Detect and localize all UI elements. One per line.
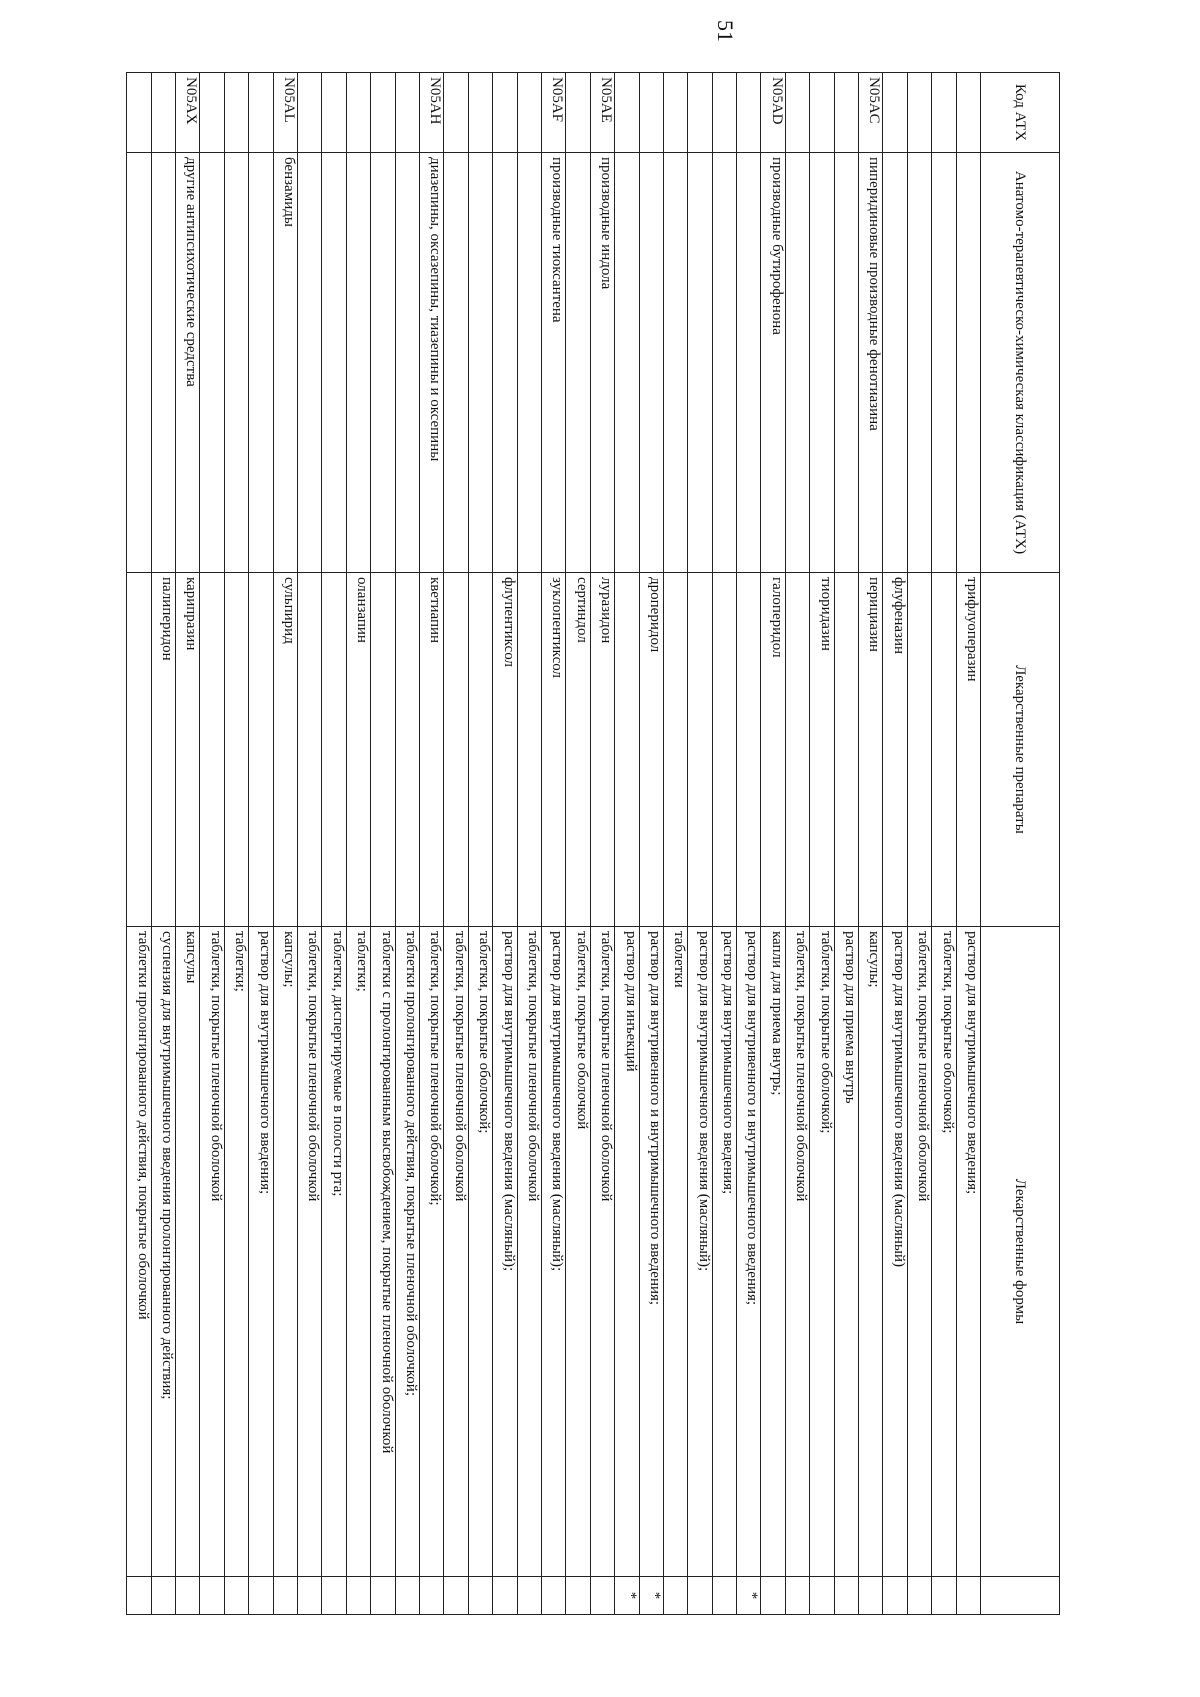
cell-code: [883, 73, 907, 153]
cell-note: [883, 1577, 907, 1615]
table-row: [298, 73, 322, 1615]
cell-drug: [249, 573, 273, 927]
cell-note: [298, 1577, 322, 1615]
cell-form: раствор для внутривенного и внутримышечного введения;: [639, 927, 663, 1577]
cell-form: таблетки, диспергируемые в полости рта;: [322, 927, 346, 1577]
cell-form: капсулы;: [273, 927, 297, 1577]
cell-classification: [810, 153, 834, 573]
table-row: [834, 73, 858, 1615]
cell-note: [834, 1577, 858, 1615]
cell-drug: галоперидол: [761, 573, 785, 927]
cell-code: [737, 73, 761, 153]
cell-drug: [298, 573, 322, 927]
cell-classification: [785, 153, 809, 573]
cell-note: [322, 1577, 346, 1615]
table-header-row: [981, 73, 1060, 1615]
cell-drug: флуфеназин: [883, 573, 907, 927]
cell-classification: диазепины, оксазепины, тиазепины и оксепины: [420, 153, 444, 573]
atx-table: [126, 72, 1060, 1615]
cell-classification: [493, 153, 517, 573]
table-row: [737, 73, 761, 1615]
cell-form: раствор для внутривенного и внутримышечного введения;: [737, 927, 761, 1577]
cell-classification: [834, 153, 858, 573]
cell-note: [663, 1577, 687, 1615]
cell-code: [322, 73, 346, 153]
cell-code: [468, 73, 492, 153]
cell-drug: кветиапин: [420, 573, 444, 927]
cell-drug: [322, 573, 346, 927]
cell-code: [615, 73, 639, 153]
table-row: [200, 73, 224, 1615]
table-row: [468, 73, 492, 1615]
cell-note: [444, 1577, 468, 1615]
table-row: [420, 73, 444, 1615]
cell-note: [493, 1577, 517, 1615]
table-body: [127, 73, 981, 1615]
page-number: 51: [713, 20, 738, 42]
cell-code: N05AC: [859, 73, 883, 153]
table-row: [517, 73, 541, 1615]
cell-code: [298, 73, 322, 153]
cell-note: [932, 1577, 956, 1615]
cell-code: [663, 73, 687, 153]
cell-classification: [663, 153, 687, 573]
cell-drug: флупентиксол: [493, 573, 517, 927]
header-note: [981, 1577, 1060, 1615]
cell-note: [200, 1577, 224, 1615]
cell-form: таблетки, покрытые пленочной оболочкой: [785, 927, 809, 1577]
table-row: [395, 73, 419, 1615]
cell-note: [249, 1577, 273, 1615]
table-row: [346, 73, 370, 1615]
cell-form: раствор для внутримышечного введения;: [712, 927, 736, 1577]
table-row: [322, 73, 346, 1615]
cell-form: раствор для внутримышечного введения;: [249, 927, 273, 1577]
cell-drug: [127, 573, 152, 927]
cell-code: [249, 73, 273, 153]
cell-code: [200, 73, 224, 153]
cell-note: [517, 1577, 541, 1615]
cell-code: [493, 73, 517, 153]
table-row: [761, 73, 785, 1615]
cell-form: таблетки, покрытые оболочкой: [566, 927, 590, 1577]
cell-form: раствор для приема внутрь: [834, 927, 858, 1577]
cell-classification: [639, 153, 663, 573]
cell-code: [224, 73, 248, 153]
cell-form: таблетки;: [346, 927, 370, 1577]
cell-classification: [932, 153, 956, 573]
cell-code: [444, 73, 468, 153]
cell-form: раствор для внутримышечного введения (масляный);: [541, 927, 565, 1577]
table-row: [810, 73, 834, 1615]
table-row: [493, 73, 517, 1615]
cell-drug: дроперидол: [639, 573, 663, 927]
cell-drug: [932, 573, 956, 927]
table-row: [883, 73, 907, 1615]
cell-classification: [151, 153, 175, 573]
cell-classification: [883, 153, 907, 573]
cell-classification: производные бутирофенона: [761, 153, 785, 573]
table-row: [932, 73, 956, 1615]
cell-code: [834, 73, 858, 153]
table-row: [566, 73, 590, 1615]
cell-form: таблетки, покрытые пленочной оболочкой: [200, 927, 224, 1577]
cell-drug: луразидон: [590, 573, 614, 927]
cell-drug: [517, 573, 541, 927]
cell-note: [785, 1577, 809, 1615]
cell-drug: [395, 573, 419, 927]
cell-drug: [688, 573, 712, 927]
table-row: [541, 73, 565, 1615]
cell-note: [761, 1577, 785, 1615]
cell-form: капсулы;: [859, 927, 883, 1577]
cell-classification: [517, 153, 541, 573]
cell-drug: сульпирид: [273, 573, 297, 927]
cell-drug: [371, 573, 395, 927]
table-row: [590, 73, 614, 1615]
cell-form: раствор для инъекций: [615, 927, 639, 1577]
table-row: [639, 73, 663, 1615]
table-row: [127, 73, 152, 1615]
cell-form: раствор для внутримышечного введения (масляный): [883, 927, 907, 1577]
cell-classification: [346, 153, 370, 573]
cell-note: [541, 1577, 565, 1615]
cell-code: [639, 73, 663, 153]
table-row: [273, 73, 297, 1615]
cell-note: [346, 1577, 370, 1615]
cell-classification: [127, 153, 152, 573]
cell-form: таблетки, покрытые оболочкой;: [468, 927, 492, 1577]
cell-code: N05AH: [420, 73, 444, 153]
cell-classification: [956, 153, 980, 573]
cell-code: [127, 73, 152, 153]
cell-classification: производные тиоксантена: [541, 153, 565, 573]
cell-form: суспензия для внутримышечного введения пролонгированного действия;: [151, 927, 175, 1577]
cell-classification: [444, 153, 468, 573]
cell-note: [468, 1577, 492, 1615]
cell-form: капли для приема внутрь;: [761, 927, 785, 1577]
cell-note: [176, 1577, 200, 1615]
cell-drug: сертиндол: [566, 573, 590, 927]
cell-form: раствор для внутримышечного введения (масляный);: [688, 927, 712, 1577]
cell-drug: карипразин: [176, 573, 200, 927]
table-row: [371, 73, 395, 1615]
table-row: [151, 73, 175, 1615]
table-row: [956, 73, 980, 1615]
cell-drug: [615, 573, 639, 927]
cell-form: раствор для внутримышечного введения (масляный);: [493, 927, 517, 1577]
cell-drug: [200, 573, 224, 927]
cell-drug: трифлуоперазин: [956, 573, 980, 927]
table-row: [663, 73, 687, 1615]
cell-note: [151, 1577, 175, 1615]
cell-drug: [785, 573, 809, 927]
cell-code: N05AD: [761, 73, 785, 153]
cell-note: [395, 1577, 419, 1615]
cell-form: таблетки, покрытые пленочной оболочкой: [298, 927, 322, 1577]
cell-form: раствор для внутримышечного введения;: [956, 927, 980, 1577]
cell-form: таблетки с пролонгированным высвобождением, покрытые пленочной оболочкой: [371, 927, 395, 1577]
cell-classification: [712, 153, 736, 573]
cell-drug: [907, 573, 931, 927]
cell-classification: [566, 153, 590, 573]
cell-classification: [395, 153, 419, 573]
cell-drug: [224, 573, 248, 927]
cell-classification: [298, 153, 322, 573]
cell-code: [346, 73, 370, 153]
table-row: [785, 73, 809, 1615]
cell-classification: производные индола: [590, 153, 614, 573]
cell-note: [273, 1577, 297, 1615]
table-row: [444, 73, 468, 1615]
cell-code: [151, 73, 175, 153]
cell-classification: [322, 153, 346, 573]
cell-drug: [834, 573, 858, 927]
cell-drug: [712, 573, 736, 927]
cell-drug: тиоридазин: [810, 573, 834, 927]
cell-code: N05AX: [176, 73, 200, 153]
header-forms: Лекарственные формы: [981, 927, 1060, 1577]
cell-note: *: [615, 1577, 639, 1615]
cell-form: таблетки пролонгированного действия, покрытые оболочкой: [127, 927, 152, 1577]
cell-form: таблетки, покрытые пленочной оболочкой;: [420, 927, 444, 1577]
cell-form: таблетки;: [224, 927, 248, 1577]
cell-classification: [468, 153, 492, 573]
rotated-table-container: [126, 72, 1060, 1614]
cell-form: таблетки, покрытые пленочной оболочкой: [517, 927, 541, 1577]
table-row: [712, 73, 736, 1615]
cell-note: [590, 1577, 614, 1615]
cell-note: [371, 1577, 395, 1615]
cell-form: таблетки, покрытые пленочной оболочкой: [444, 927, 468, 1577]
cell-code: N05AL: [273, 73, 297, 153]
cell-code: N05AE: [590, 73, 614, 153]
table-row: [859, 73, 883, 1615]
cell-form: таблетки пролонгированного действия, покрытые пленочной оболочкой;: [395, 927, 419, 1577]
cell-drug: зуклопентиксол: [541, 573, 565, 927]
table-row: [249, 73, 273, 1615]
cell-form: таблетки, покрытые оболочкой;: [932, 927, 956, 1577]
cell-code: [517, 73, 541, 153]
cell-note: [956, 1577, 980, 1615]
cell-classification: [907, 153, 931, 573]
cell-note: [420, 1577, 444, 1615]
cell-code: [785, 73, 809, 153]
cell-form: таблетки, покрытые пленочной оболочкой: [590, 927, 614, 1577]
cell-code: [956, 73, 980, 153]
header-drug: Лекарственные препараты: [981, 573, 1060, 927]
cell-form: таблетки: [663, 927, 687, 1577]
table-row: [176, 73, 200, 1615]
header-classification: Анатомо-терапевтическо-химическая классификация (АТХ): [981, 153, 1060, 573]
table-row: [907, 73, 931, 1615]
cell-form: капсулы: [176, 927, 200, 1577]
cell-code: [395, 73, 419, 153]
cell-note: [224, 1577, 248, 1615]
cell-note: [810, 1577, 834, 1615]
cell-classification: [249, 153, 273, 573]
cell-drug: палиперидон: [151, 573, 175, 927]
cell-classification: бензамиды: [273, 153, 297, 573]
cell-code: N05AF: [541, 73, 565, 153]
cell-drug: перициазин: [859, 573, 883, 927]
cell-code: [566, 73, 590, 153]
table-row: [688, 73, 712, 1615]
cell-note: *: [639, 1577, 663, 1615]
header-code: Код АТХ: [981, 73, 1060, 153]
cell-note: [859, 1577, 883, 1615]
cell-note: *: [737, 1577, 761, 1615]
cell-classification: [200, 153, 224, 573]
table-row: [224, 73, 248, 1615]
cell-code: [907, 73, 931, 153]
cell-classification: [371, 153, 395, 573]
cell-classification: другие антипсихотические средства: [176, 153, 200, 573]
cell-drug: [444, 573, 468, 927]
cell-note: [688, 1577, 712, 1615]
cell-code: [712, 73, 736, 153]
table-row: [615, 73, 639, 1615]
cell-note: [712, 1577, 736, 1615]
cell-form: таблетки, покрытые пленочной оболочкой: [907, 927, 931, 1577]
cell-classification: [737, 153, 761, 573]
cell-drug: [737, 573, 761, 927]
cell-note: [566, 1577, 590, 1615]
cell-note: [907, 1577, 931, 1615]
cell-drug: [663, 573, 687, 927]
cell-note: [127, 1577, 152, 1615]
cell-code: [810, 73, 834, 153]
cell-form: таблетки, покрытые оболочкой;: [810, 927, 834, 1577]
cell-classification: [688, 153, 712, 573]
cell-classification: [615, 153, 639, 573]
cell-code: [932, 73, 956, 153]
cell-drug: [468, 573, 492, 927]
cell-drug: оланзапин: [346, 573, 370, 927]
cell-code: [688, 73, 712, 153]
cell-classification: [224, 153, 248, 573]
cell-classification: пиперидиновые производные фенотиазина: [859, 153, 883, 573]
cell-code: [371, 73, 395, 153]
